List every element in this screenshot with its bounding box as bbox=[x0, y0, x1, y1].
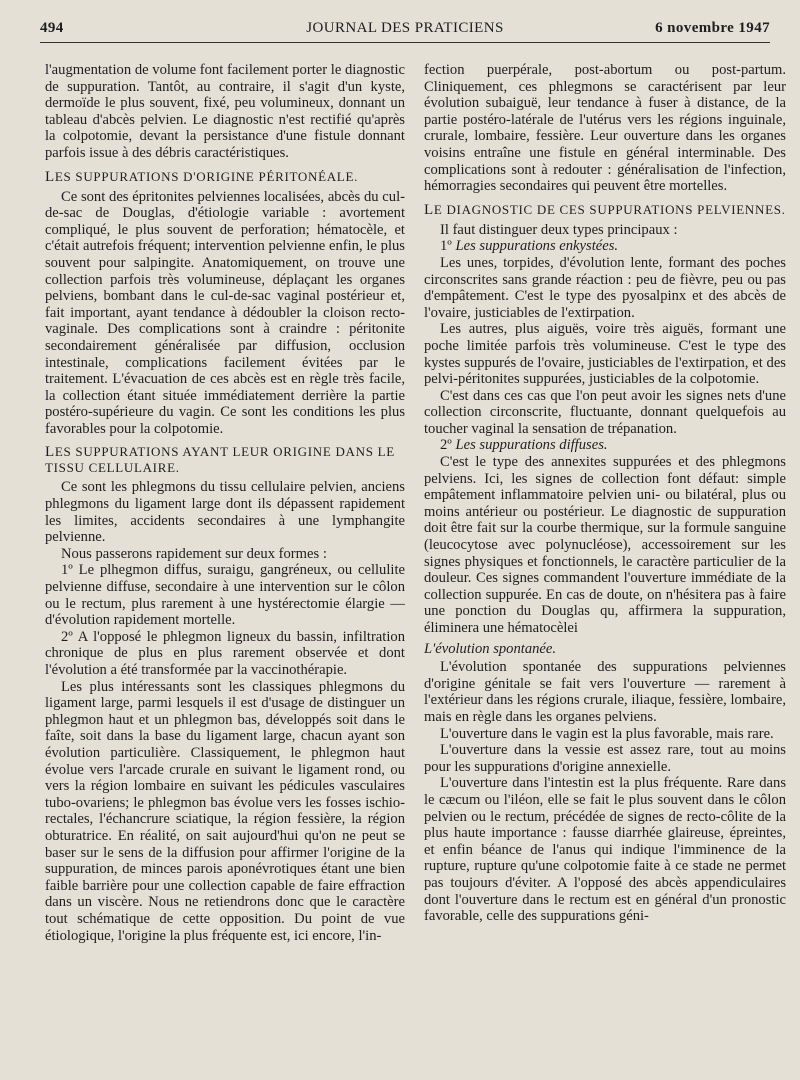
journal-title: JOURNAL DES PRATICIENS bbox=[306, 20, 504, 36]
section-heading-peritoneale: LES SUPPURATIONS D'ORIGINE PÉRITONÉALE. bbox=[45, 168, 359, 185]
paragraph: Nous passerons rapidement sur deux formes : bbox=[61, 545, 327, 562]
subsection-number: 1º bbox=[440, 238, 452, 255]
subsection-title: Les suppurations enkystées. bbox=[455, 238, 619, 255]
paragraph: fection puerpérale, post-abortum ou post-partum. Cliniquement, ces phlegmons se caractérisent par leur évolution subaiguë, leur tendance à fuser à distance, de la partie postéro-latérale de l'utérus vers les régions inguinale, crurale, lombaire, fessière. Leur ouverture dans les organes voisins entraîne une fistule en général interminable. Des complications sont à redouter : généralisation de l'infection, hémorragies secondaires qui peuvent être mortelles. bbox=[424, 62, 786, 195]
section-heading-evolution: L'évolution spontanée. bbox=[424, 640, 557, 657]
section-heading-diagnostic: LE DIAGNOSTIC DE CES SUPPURATIONS PELVIENNES. bbox=[424, 201, 786, 218]
paragraph: L'ouverture dans l'intestin est la plus fréquente. Rare dans le cæcum ou l'iléon, elle se fait le plus souvent dans le côlon pelvien ou le rectum, précédée de signes de recto-côlite de la plus haute importance : fausse diarrhée glaireuse, épreintes, et enfin béance de l'anus qui indique l'imminence de la rupture, rupture qu'une colpotomie faite à ce stade ne permet pas toujours d'éviter. A l'opposé des abcès appendiculaires dont l'ouverture dans le rectum est en général d'un pronostic favorable, celle des suppurations géni- bbox=[424, 775, 786, 925]
paragraph: Ce sont les phlegmons du tissu cellulaire pelvien, anciens phlegmons du ligament large dont ils dépassent rapidement les limites, accidents secondaires à une lymphangite pelvienne. bbox=[45, 479, 405, 546]
subsection-number: 2º bbox=[440, 437, 452, 454]
paragraph: Ce sont des épritonites pelviennes localisées, abcès du cul-de-sac de Douglas, d'étiologie variable : avortement compliqué, le plus souvent de perforation; hématocèle, et c'était autrefois fréquent; intervention pelvienne enfin, le plus souvent pour salpingite. Anatomiquement, on trouve une collection parfois très volumineuse, déplaçant les organes pelviens, bombant dans le cul-de-sac vaginal postérieur et, fait important, ayant tendance à dédoubler la cloison recto-vaginale. Des complications sont à craindre : péritonite secondairement généralisée par diffusion, occlusion intestinale, complications facilement évitées par le traitement. L'évacuation de ces abcès est en règle très facile, la collection étant située immédiatement derrière la partie postéro-supérieure du vagin. Ce sont les conditions les plus favorables pour la colpotomie. bbox=[45, 188, 405, 437]
paragraph: L'ouverture dans la vessie est assez rare, tout au moins pour les suppurations d'origine annexielle. bbox=[424, 742, 786, 775]
paragraph: 1º Le plhegmon diffus, suraigu, gangréneux, ou cellulite pelvienne diffuse, secondaire à une intervention sur le côlon ou le rectum, plus rarement à une hystérectomie élargie — d'évolution rapidement mortelle. bbox=[45, 562, 405, 629]
subsection-enkystees bbox=[424, 238, 786, 255]
paragraph: Les autres, plus aiguës, voire très aiguës, formant une poche limitée parfois très volumineuse. C'est le type des kystes suppurés de l'ovaire, justiciables de l'extirpation, et des pelvi-péritonites suppurées, justiciables de la colpotomie. bbox=[424, 321, 786, 388]
paragraph: l'augmentation de volume font facilement porter le diagnostic de suppuration. Tantôt, au contraire, il s'agit d'un kyste, dermoïde le plus souvent, fixé, peu volumineux, donnant un tableau d'abcès pelvien. Le diagnostic n'est rectifié qu'après la colpotomie, devant la persistance d'une fistule donnant parfois issue à des débris caractéristiques. bbox=[45, 62, 405, 161]
paragraph: Les plus intéressants sont les classiques phlegmons du ligament large, parmi lesquels il est d'usage de distinguer un phlegmon haut et un phlegmon bas, développés soit dans le faîte, soit dans la base du ligament large, chacun ayant son évolution particulière. Classiquement, le phlegmon haut évolue vers l'arcade crurale en suivant le ligament rond, ou vers la région lombaire en suivant les pédicules vasculaires tubo-ovariens; le phlegmon bas évolue vers les fosses ischio-rectales, l'échancrure sciatique, la région fessière, la région obturatrice. En réalité, on sait aujourd'hui qu'on ne peut se baser sur le sens de la diffusion pour affirmer l'origine de la suppuration, de minces parois aponévrotiques étant une bien faible barrière pour une collection capable de faire effraction dans un viscère. Nous ne retiendrons donc que le caractère tout schématique de cette opposition. Du point de vue étiologique, l'origine la plus fréquente est, ici encore, l'in- bbox=[45, 678, 405, 944]
paragraph: 2º A l'opposé le phlegmon ligneux du bassin, infiltration chronique de plus en plus rarement observée et dont l'évolution a été transformée par la vaccinothérapie. bbox=[45, 628, 405, 678]
paragraph: Les unes, torpides, d'évolution lente, formant des poches circonscrites sans grande réaction : peu de fièvre, peu ou pas d'empâtement. C'est le type des pyosalpinx et des abcès de l'ovaire, justiciables de l'extirpation. bbox=[424, 254, 786, 321]
paragraph: L'évolution spontanée des suppurations pelviennes d'origine génitale se fait vers l'ouverture — rarement à l'extérieur dans les régions crurale, iliaque, fessière, lombaire, mais en règle dans les organes pelviens. bbox=[424, 659, 786, 725]
paragraph: L'ouverture dans le vagin est la plus favorable, mais rare. bbox=[440, 725, 774, 742]
issue-date: 6 novembre 1947 bbox=[655, 20, 770, 36]
section-heading-tissu-cellulaire: LES SUPPURATIONS AYANT LEUR ORIGINE DANS LE TISSU CELLULAIRE. bbox=[45, 444, 395, 476]
paragraph: Il faut distinguer deux types principaux : bbox=[440, 221, 678, 238]
running-header bbox=[40, 20, 770, 42]
left-column bbox=[45, 62, 405, 1070]
subsection-diffuses bbox=[424, 437, 786, 454]
page-number: 494 bbox=[40, 20, 64, 36]
paragraph: C'est dans ces cas que l'on peut avoir les signes nets d'une collection circonscrite, fluctuante, donnant quelquefois au toucher vaginal la sensation de trépanation. bbox=[424, 387, 786, 437]
header-rule bbox=[40, 42, 770, 43]
right-column bbox=[424, 62, 786, 1070]
paragraph: C'est le type des annexites suppurées et des phlegmons pelviens. Ici, les signes de collection font défaut: simple empâtement inflammatoire pelvien uni- ou bilatéral, plus ou moins antérieur ou postérieur. Le diagnostic de suppuration doit être fait sur la courbe thermique, sur la formule sanguine (leucocytose avec polynucléose), accessoirement sur les signes physiques et fonctionnels, le caractère particulier de la douleur. Ces signes commandent l'ouverture immédiate de la collection suppurée. En cas de doute, on n'hésitera pas à faire une ponction du Douglas qu, affirmera la suppuration, éliminera une hématocèlei bbox=[424, 454, 786, 636]
subsection-title: Les suppurations diffuses. bbox=[455, 437, 608, 454]
